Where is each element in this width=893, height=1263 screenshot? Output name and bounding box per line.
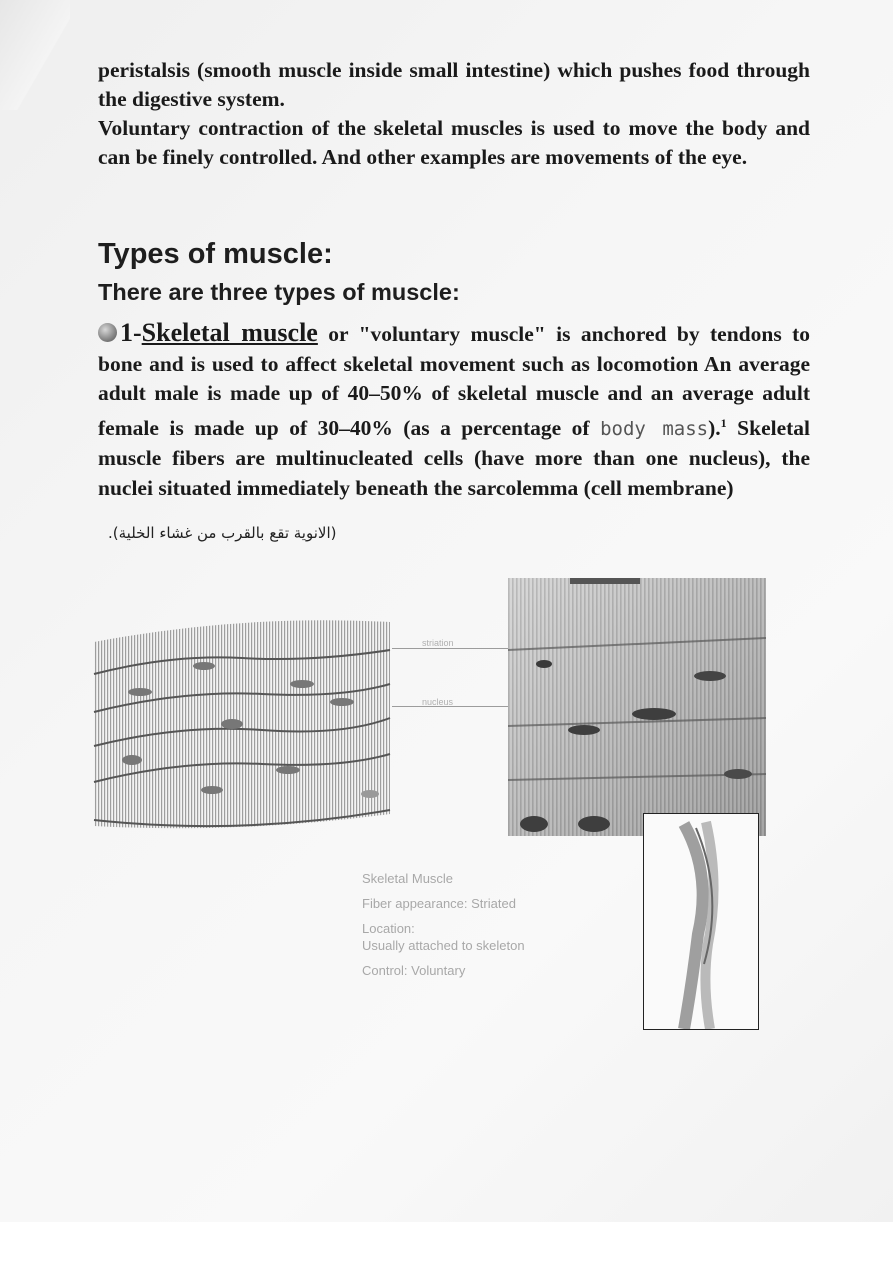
intro-paragraph-2: Voluntary contraction of the skeletal muscles is used to move the body and can be finely controlled. And other examples are movements of the eye.	[98, 116, 810, 169]
muscle-bundle-inset	[643, 813, 759, 1030]
intro-paragraph-1: peristalsis (smooth muscle inside small intestine) which pushes food through the digestive system.	[98, 58, 810, 111]
skeletal-text-c: Skeletal muscle fibers are multinucleated cells (have more than one nucleus), the nuclei situated immediately beneath the sarcolemma (cell membrane)	[98, 415, 811, 500]
info-name: Skeletal Muscle	[362, 871, 454, 886]
skeletal-muscle-term: Skeletal muscle	[141, 318, 318, 347]
info-fiber: Fiber appearance: Striated	[362, 896, 516, 911]
section-subtitle: There are three types of muscle:	[98, 279, 460, 305]
skeletal-muscle-paragraph	[98, 318, 810, 503]
footnote-marker: 1	[720, 415, 727, 430]
muscle-fiber-drawing	[92, 614, 392, 840]
muscle-micrograph	[508, 578, 766, 836]
info-gap	[362, 912, 525, 920]
info-location-value: Usually attached to skeleton	[362, 938, 525, 953]
striation-label: striation	[422, 638, 454, 648]
skeletal-text-a: or "voluntary muscle" is anchored by tendons to bone and is used to affect skeletal movement such as locomotion An average adult male is made up of 40–50% of skeletal muscle and an average adult female is made up of 30–40% (as a percentage of	[98, 322, 811, 440]
info-gap	[362, 887, 525, 895]
info-location-label: Location:	[362, 921, 415, 936]
item-number: 1-	[120, 318, 142, 347]
info-control: Control: Voluntary	[362, 963, 466, 978]
label-leader-line	[392, 648, 510, 649]
page-fold-shadow	[0, 0, 70, 110]
info-gap	[362, 954, 525, 962]
arabic-note: (الانوية تقع بالقرب من غشاء الخلية).	[108, 524, 337, 542]
skeletal-text-b: ).	[708, 415, 721, 440]
muscle-info-list	[362, 870, 525, 979]
nucleus-label: nucleus	[422, 697, 454, 707]
handwritten-text: body mass	[600, 417, 709, 440]
section-title: Types of muscle:	[98, 238, 333, 270]
bullet-icon	[98, 323, 117, 342]
